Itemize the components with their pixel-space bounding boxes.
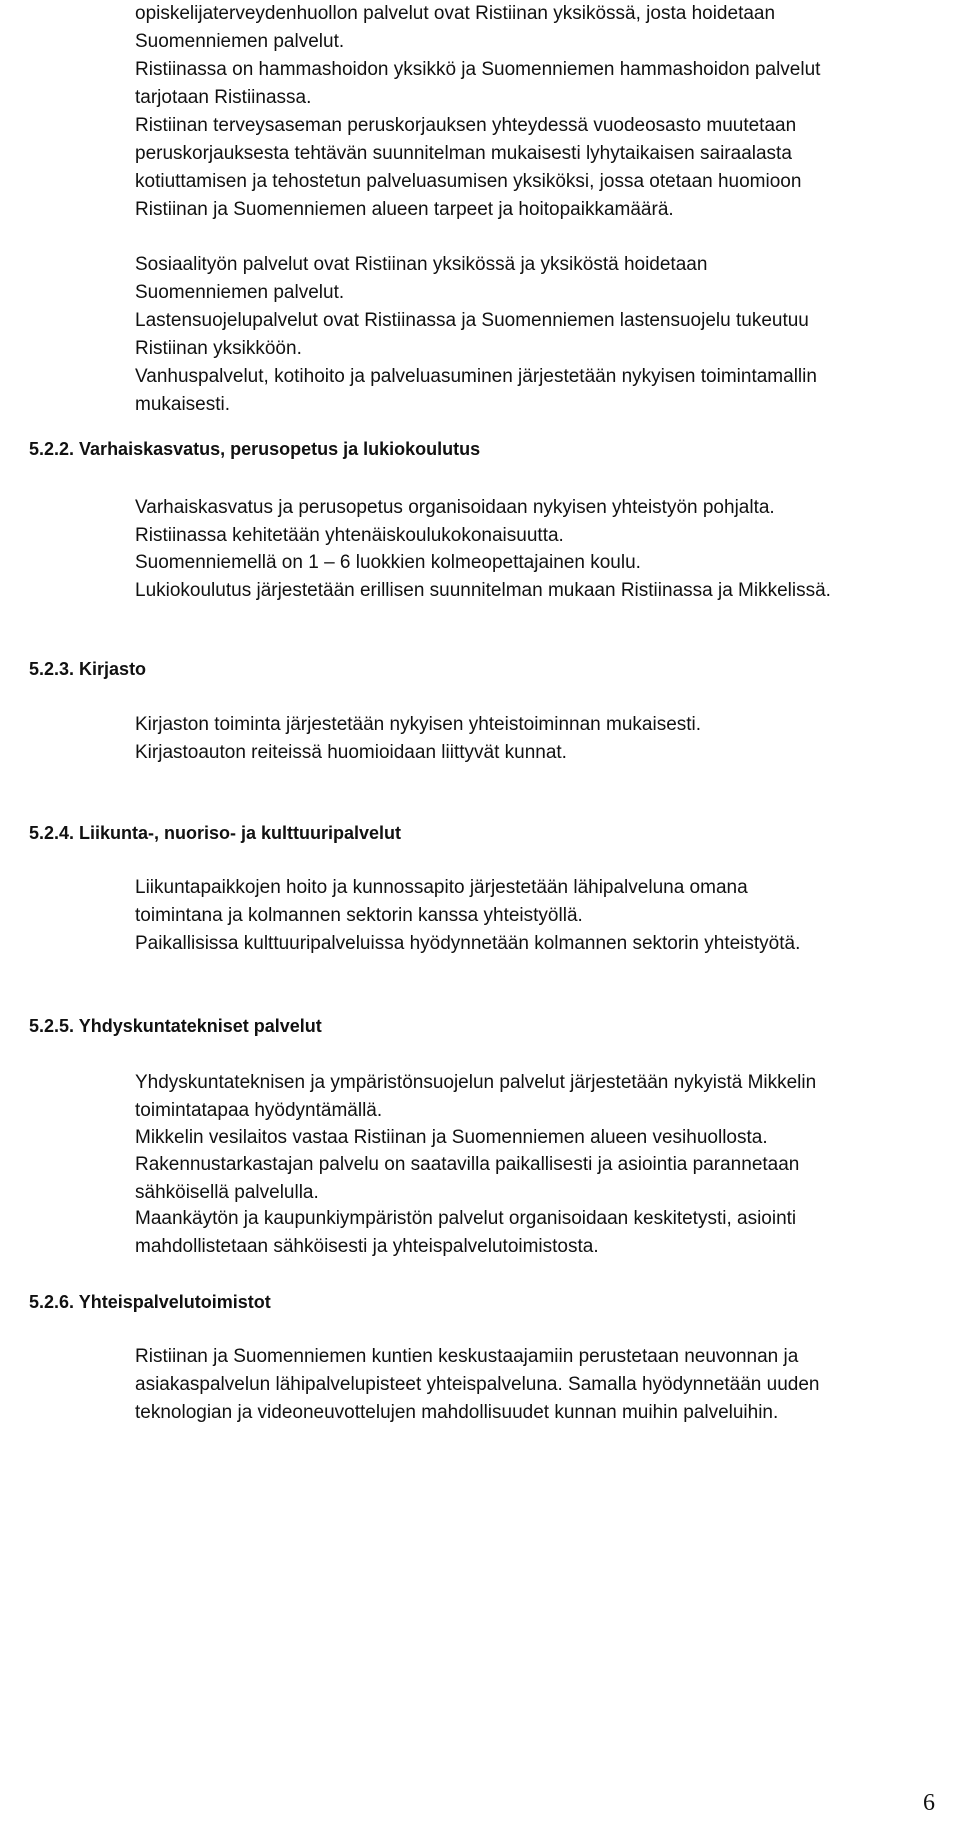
s525-paragraph-1: Yhdyskuntateknisen ja ympäristönsuojelun palvelut järjestetään nykyistä Mikkelin toimintatapaa hyödyntämällä. xyxy=(135,1072,817,1121)
s524-paragraph-2: Paikallisissa kulttuuripalveluissa hyödynnetään kolmannen sektorin yhteistyötä. xyxy=(135,933,801,954)
intro-paragraph-1: opiskelijaterveydenhuollon palvelut ovat Ristiinan yksikössä, josta hoidetaan Suomenniemen palvelut. xyxy=(135,3,776,52)
intro-paragraph-3: Ristiinan terveysaseman peruskorjauksen yhteydessä vuodeosasto muutetaan peruskorjauksesta tehtävän suunnitelman mukaisesti lyhytaikaisen sairaalasta kotiuttamisen ja tehostetun palveluasumisen yksiköksi, jossa otetaan huomioon Ristiinan ja Suomenniemen alueen tarpeet ja hoitopaikkamäärä. xyxy=(135,115,802,220)
s523-paragraph-2: Kirjastoauton reiteissä huomioidaan liittyvät kunnat. xyxy=(135,742,567,763)
intro-paragraph-6: Vanhuspalvelut, kotihoito ja palveluasuminen järjestetään nykyisen toimintamallin mukaisesti. xyxy=(135,366,817,415)
s526-paragraph-1: Ristiinan ja Suomenniemen kuntien keskustaajamiin perustetaan neuvonnan ja asiakaspalvelun lähipalvelupisteet yhteispalveluna. Samalla hyödynnetään uuden teknologian ja videoneuvottelujen mahdollisuudet kunnan muihin palveluihin. xyxy=(135,1346,820,1423)
s522-paragraph-3: Lukiokoulutus järjestetään erillisen suunnitelman mukaan Ristiinassa ja Mikkelissä. xyxy=(135,580,831,601)
s522-paragraph-2: Suomenniemellä on 1 – 6 luokkien kolmeopettajainen koulu. xyxy=(135,552,641,573)
section-heading-5-2-3: 5.2.3. Kirjasto xyxy=(29,659,147,679)
section-heading-5-2-5: 5.2.5. Yhdyskuntatekniset palvelut xyxy=(29,1016,322,1036)
section-heading-5-2-6: 5.2.6. Yhteispalvelutoimistot xyxy=(29,1292,271,1312)
s523-paragraph-1: Kirjaston toiminta järjestetään nykyisen yhteistoiminnan mukaisesti. xyxy=(135,714,702,735)
intro-paragraph-4: Sosiaalityön palvelut ovat Ristiinan yksikössä ja yksiköstä hoidetaan Suomenniemen palvelut. xyxy=(135,254,708,303)
s525-paragraph-4: Maankäytön ja kaupunkiympäristön palvelut organisoidaan keskitetysti, asiointi mahdollistetaan sähköisesti ja yhteispalvelutoimistosta. xyxy=(135,1208,797,1257)
section-heading-5-2-4: 5.2.4. Liikunta-, nuoriso- ja kulttuuripalvelut xyxy=(29,823,402,843)
intro-paragraph-5: Lastensuojelupalvelut ovat Ristiinassa ja Suomenniemen lastensuojelu tukeutuu Ristiinan yksikköön. xyxy=(135,310,809,359)
s525-paragraph-3: Rakennustarkastajan palvelu on saatavilla paikallisesti ja asiointia parannetaan sähköisellä palvelulla. xyxy=(135,1154,800,1203)
section-heading-5-2-2: 5.2.2. Varhaiskasvatus, perusopetus ja lukiokoulutus xyxy=(29,439,481,459)
s522-paragraph-1: Varhaiskasvatus ja perusopetus organisoidaan nykyisen yhteistyön pohjalta. Ristiinassa kehitetään yhtenäiskoulukokonaisuutta. xyxy=(135,497,775,546)
intro-paragraph-2: Ristiinassa on hammashoidon yksikkö ja Suomenniemen hammashoidon palvelut tarjotaan Ristiinassa. xyxy=(135,59,821,108)
s525-paragraph-2: Mikkelin vesilaitos vastaa Ristiinan ja Suomenniemen alueen vesihuollosta. xyxy=(135,1127,768,1148)
s524-paragraph-1: Liikuntapaikkojen hoito ja kunnossapito järjestetään lähipalveluna omana toimintana ja kolmannen sektorin kanssa yhteistyöllä. xyxy=(135,877,748,926)
page-number: 6 xyxy=(923,1790,935,1816)
